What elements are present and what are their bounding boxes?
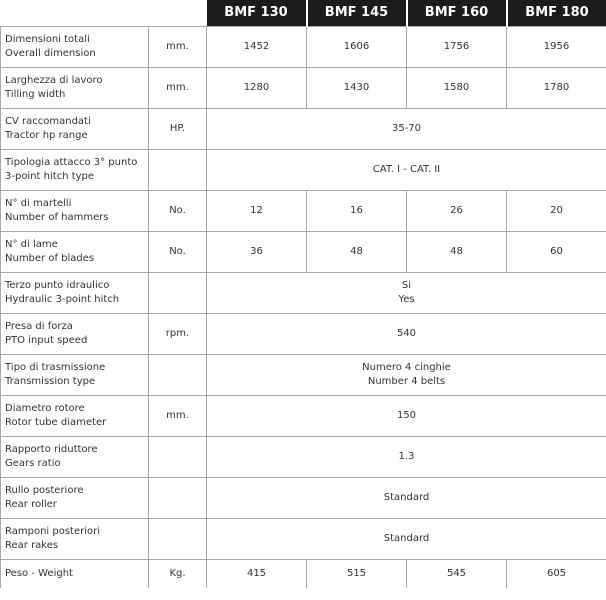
model-header: BMF 160 xyxy=(407,0,507,26)
row-unit xyxy=(149,354,207,395)
merged-value: Yes xyxy=(398,293,415,305)
label-it: Rullo posteriore xyxy=(5,484,84,496)
value-cell: 16 xyxy=(307,190,407,231)
table-row xyxy=(1,67,606,108)
row-label xyxy=(1,231,149,272)
label-en: Rotor tube diameter xyxy=(5,416,107,428)
merged-value-cell xyxy=(207,108,606,149)
row-unit xyxy=(149,477,207,518)
header-row xyxy=(1,0,606,26)
row-label xyxy=(1,26,149,67)
value-cell: 1756 xyxy=(407,26,507,67)
label-en: Gears ratio xyxy=(5,457,61,469)
value-cell: 605 xyxy=(507,559,606,588)
merged-value: 1.3 xyxy=(398,450,415,462)
merged-value: CAT. I - CAT. II xyxy=(372,163,441,175)
label-it: Terzo punto idraulico xyxy=(5,279,110,291)
value-cell: 36 xyxy=(207,231,307,272)
table-row xyxy=(1,395,606,436)
label-en: Tractor hp range xyxy=(5,129,88,141)
row-unit: rpm. xyxy=(149,313,207,354)
row-unit: No. xyxy=(149,231,207,272)
row-label xyxy=(1,477,149,518)
table-row xyxy=(1,559,606,588)
value-cell: 1606 xyxy=(307,26,407,67)
merged-value-cell xyxy=(207,313,606,354)
label-en: PTO input speed xyxy=(5,334,88,346)
row-unit xyxy=(149,149,207,190)
label-en: Rear roller xyxy=(5,498,57,510)
row-label xyxy=(1,436,149,477)
value-cell: 515 xyxy=(307,559,407,588)
label-it: Larghezza di lavoro xyxy=(5,74,103,86)
row-unit: No. xyxy=(149,190,207,231)
label-en: Number of blades xyxy=(5,252,95,264)
value-cell: 1956 xyxy=(507,26,606,67)
merged-value-cell xyxy=(207,518,606,559)
row-label xyxy=(1,149,149,190)
label-it: N° di lame xyxy=(5,238,58,250)
merged-value-cell xyxy=(207,395,606,436)
model-header: BMF 130 xyxy=(207,0,307,26)
value-cell: 20 xyxy=(507,190,606,231)
value-cell: 415 xyxy=(207,559,307,588)
label-it: Presa di forza xyxy=(5,320,73,332)
row-label xyxy=(1,108,149,149)
value-cell: 1452 xyxy=(207,26,307,67)
label-en: Number of hammers xyxy=(5,211,109,223)
table-row xyxy=(1,313,606,354)
label-en: 3-point hitch type xyxy=(5,170,95,182)
merged-value-cell xyxy=(207,149,606,190)
table-row xyxy=(1,477,606,518)
value-cell: 60 xyxy=(507,231,606,272)
row-unit: mm. xyxy=(149,67,207,108)
table-row xyxy=(1,190,606,231)
label-it: Dimensioni totali xyxy=(5,33,90,45)
value-cell: 545 xyxy=(407,559,507,588)
row-label xyxy=(1,518,149,559)
row-unit xyxy=(149,436,207,477)
row-label xyxy=(1,67,149,108)
label-en: Overall dimension xyxy=(5,47,96,59)
header-blank xyxy=(1,0,207,26)
row-unit xyxy=(149,272,207,313)
merged-value: 150 xyxy=(396,409,417,421)
label-it: Diametro rotore xyxy=(5,402,85,414)
table-row xyxy=(1,436,606,477)
label-it: Tipologia attacco 3° punto xyxy=(5,156,138,168)
row-unit: mm. xyxy=(149,395,207,436)
merged-value: 35-70 xyxy=(391,122,422,134)
table-row xyxy=(1,231,606,272)
value-cell: 1280 xyxy=(207,67,307,108)
merged-value: Standard xyxy=(383,532,430,544)
merged-value-cell xyxy=(207,436,606,477)
table-row xyxy=(1,272,606,313)
merged-value-cell xyxy=(207,477,606,518)
label-it: CV raccomandati xyxy=(5,115,91,127)
label-en: Transmission type xyxy=(5,375,96,387)
value-cell: 1580 xyxy=(407,67,507,108)
merged-value: Numero 4 cinghie xyxy=(362,361,451,373)
table-row xyxy=(1,108,606,149)
row-label xyxy=(1,395,149,436)
merged-value-cell xyxy=(207,354,606,395)
model-header: BMF 180 xyxy=(507,0,606,26)
row-label xyxy=(1,354,149,395)
label-en: Hydraulic 3-point hitch xyxy=(5,293,120,305)
row-unit: Kg. xyxy=(149,559,207,588)
table-row xyxy=(1,354,606,395)
merged-value: Si xyxy=(401,279,412,291)
merged-value: Number 4 belts xyxy=(367,375,446,387)
label-en: Rear rakes xyxy=(5,539,59,551)
row-label xyxy=(1,190,149,231)
label-it: Peso - Weight xyxy=(5,567,73,579)
value-cell: 1780 xyxy=(507,67,606,108)
table-row xyxy=(1,26,606,67)
value-cell: 1430 xyxy=(307,67,407,108)
merged-value-cell xyxy=(207,272,606,313)
label-it: Rapporto riduttore xyxy=(5,443,98,455)
row-unit: mm. xyxy=(149,26,207,67)
row-label xyxy=(1,313,149,354)
row-unit: HP. xyxy=(149,108,207,149)
label-it: N° di martelli xyxy=(5,197,72,209)
merged-value: 540 xyxy=(396,327,417,339)
value-cell: 12 xyxy=(207,190,307,231)
row-label xyxy=(1,559,149,588)
table-row xyxy=(1,149,606,190)
row-unit xyxy=(149,518,207,559)
label-en: Tilling width xyxy=(5,88,66,100)
row-label xyxy=(1,272,149,313)
label-it: Ramponi posteriori xyxy=(5,525,101,537)
table-row xyxy=(1,518,606,559)
label-it: Tipo di trasmissione xyxy=(5,361,106,373)
value-cell: 48 xyxy=(307,231,407,272)
model-header: BMF 145 xyxy=(307,0,407,26)
merged-value: Standard xyxy=(383,491,430,503)
value-cell: 48 xyxy=(407,231,507,272)
value-cell: 26 xyxy=(407,190,507,231)
